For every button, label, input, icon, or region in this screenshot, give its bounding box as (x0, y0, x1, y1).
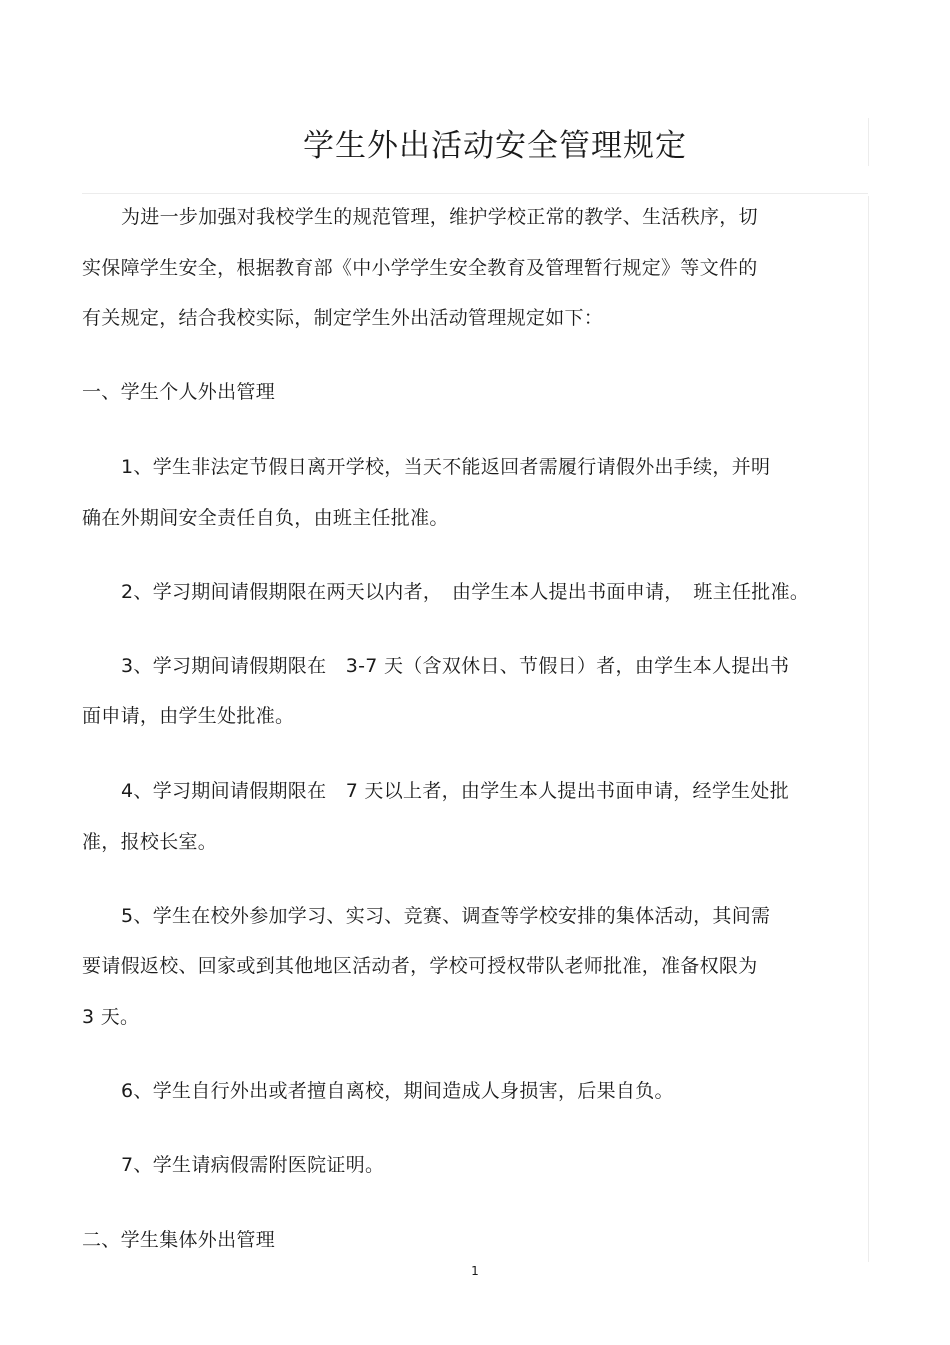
intro-line-1: 为进一步加强对我校学生的规范管理，维护学校正常的教学、生活秩序，切 (121, 206, 758, 228)
page-number: 1 (471, 1264, 479, 1278)
section-heading-2: 二、学生集体外出管理 (82, 1229, 276, 1251)
item-3-line-2: 面申请，由学生处批准。 (82, 705, 295, 727)
margin-rule-right (868, 196, 869, 1262)
item-5-line-3: 3 天。 (82, 1006, 140, 1028)
item-4-line-1: 4、学习期间请假期限在 7 天以上者，由学生本人提出书面申请，经学生处批 (121, 780, 790, 802)
item-1-line-1: 1、学生非法定节假日离开学校，当天不能返回者需履行请假外出手续，并明 (121, 456, 771, 478)
item-5-line-2: 要请假返校、回家或到其他地区活动者，学校可授权带队老师批准，准备权限为 (82, 955, 758, 977)
item-2-line-1: 2、学习期间请假期限在两天以内者， 由学生本人提出书面申请， 班主任批准。 (121, 581, 810, 603)
item-5-line-1: 5、学生在校外参加学习、实习、竞赛、调查等学校安排的集体活动，其间需 (121, 905, 771, 927)
item-7-line-1: 7、学生请病假需附医院证明。 (121, 1154, 385, 1176)
item-1-line-2: 确在外期间安全责任自负，由班主任批准。 (82, 507, 449, 529)
title-separator (82, 193, 868, 194)
item-6-line-1: 6、学生自行外出或者擅自离校，期间造成人身损害，后果自负。 (121, 1080, 674, 1102)
intro-line-3: 有关规定，结合我校实际，制定学生外出活动管理规定如下： (82, 307, 604, 329)
item-4-line-2: 准，报校长室。 (82, 831, 218, 853)
item-3-line-1: 3、学习期间请假期限在 3-7 天（含双休日、节假日）者，由学生本人提出书 (121, 655, 790, 677)
intro-line-2: 实保障学生安全，根据教育部《中小学学生安全教育及管理暂行规定》等文件的 (82, 257, 758, 279)
document-title: 学生外出活动安全管理规定 (303, 128, 687, 164)
section-heading-1: 一、学生个人外出管理 (82, 381, 276, 403)
